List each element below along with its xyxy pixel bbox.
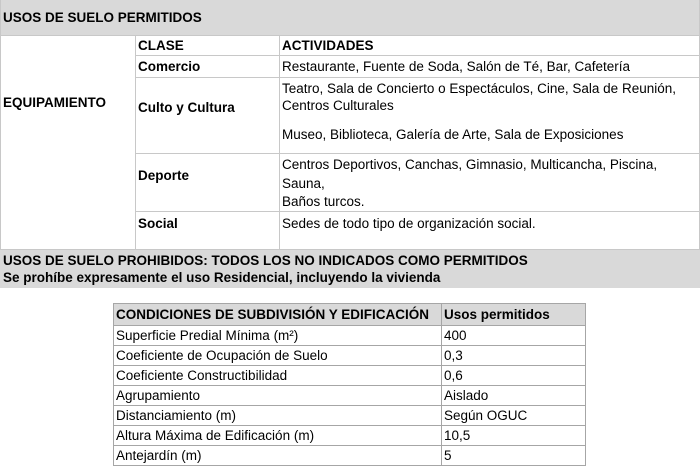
clase-deporte: Deporte bbox=[138, 168, 190, 183]
clase-culto-cultura: Culto y Cultura bbox=[138, 100, 235, 115]
condition-value: 5 bbox=[444, 448, 452, 463]
actividades-culto-line3: Museo, Biblioteca, Galería de Arte, Sala de Exposiciones bbox=[282, 127, 624, 142]
conditions-header-label: CONDICIONES DE SUBDIVISIÓN Y EDIFICACIÓN bbox=[116, 307, 430, 322]
actividades-comercio: Restaurante, Fuente de Soda, Salón de Té, Bar, Cafetería bbox=[282, 59, 630, 74]
actividades-deporte-line2: Sauna, bbox=[282, 176, 325, 191]
condition-label: Superficie Predial Mínima (m²) bbox=[116, 328, 299, 343]
prohibited-line2: Se prohíbe expresamente el uso Residencial, incluyendo la vivienda bbox=[3, 270, 441, 285]
condition-label: Altura Máxima de Edificación (m) bbox=[116, 428, 315, 443]
condition-label: Agrupamiento bbox=[116, 388, 201, 403]
header-clase: CLASE bbox=[138, 38, 184, 53]
condition-value: 10,5 bbox=[444, 428, 471, 443]
condition-label: Antejardín (m) bbox=[116, 448, 202, 463]
actividades-social: Sedes de todo tipo de organización social. bbox=[282, 216, 536, 231]
header-actividades: ACTIVIDADES bbox=[282, 38, 374, 53]
actividades-culto-line2: Centros Culturales bbox=[282, 98, 394, 113]
clase-comercio: Comercio bbox=[138, 59, 201, 74]
prohibited-line1: USOS DE SUELO PROHIBIDOS: TODOS LOS NO INDICADOS COMO PERMITIDOS bbox=[3, 253, 528, 268]
conditions-header-value: Usos permitidos bbox=[444, 307, 550, 322]
condition-label: Distanciamiento (m) bbox=[116, 408, 237, 423]
condition-label: Coeficiente de Ocupación de Suelo bbox=[116, 348, 328, 363]
actividades-culto-line1: Teatro, Sala de Concierto o Espectáculos, Cine, Sala de Reunión, bbox=[282, 81, 676, 96]
condition-label: Coeficiente Constructibilidad bbox=[116, 368, 288, 383]
actividades-deporte-line3: Baños turcos. bbox=[282, 194, 365, 209]
condition-value: 400 bbox=[444, 328, 467, 343]
clase-social: Social bbox=[138, 216, 178, 231]
condition-value: 0,6 bbox=[444, 368, 463, 383]
group-label-equipamiento: EQUIPAMIENTO bbox=[3, 95, 107, 110]
permitted-title: USOS DE SUELO PERMITIDOS bbox=[3, 10, 202, 25]
actividades-deporte-line1: Centros Deportivos, Canchas, Gimnasio, Multicancha, Piscina, bbox=[282, 157, 658, 172]
condition-value: 0,3 bbox=[444, 348, 463, 363]
condition-value: Según OGUC bbox=[444, 408, 528, 423]
condition-value: Aislado bbox=[444, 388, 489, 403]
